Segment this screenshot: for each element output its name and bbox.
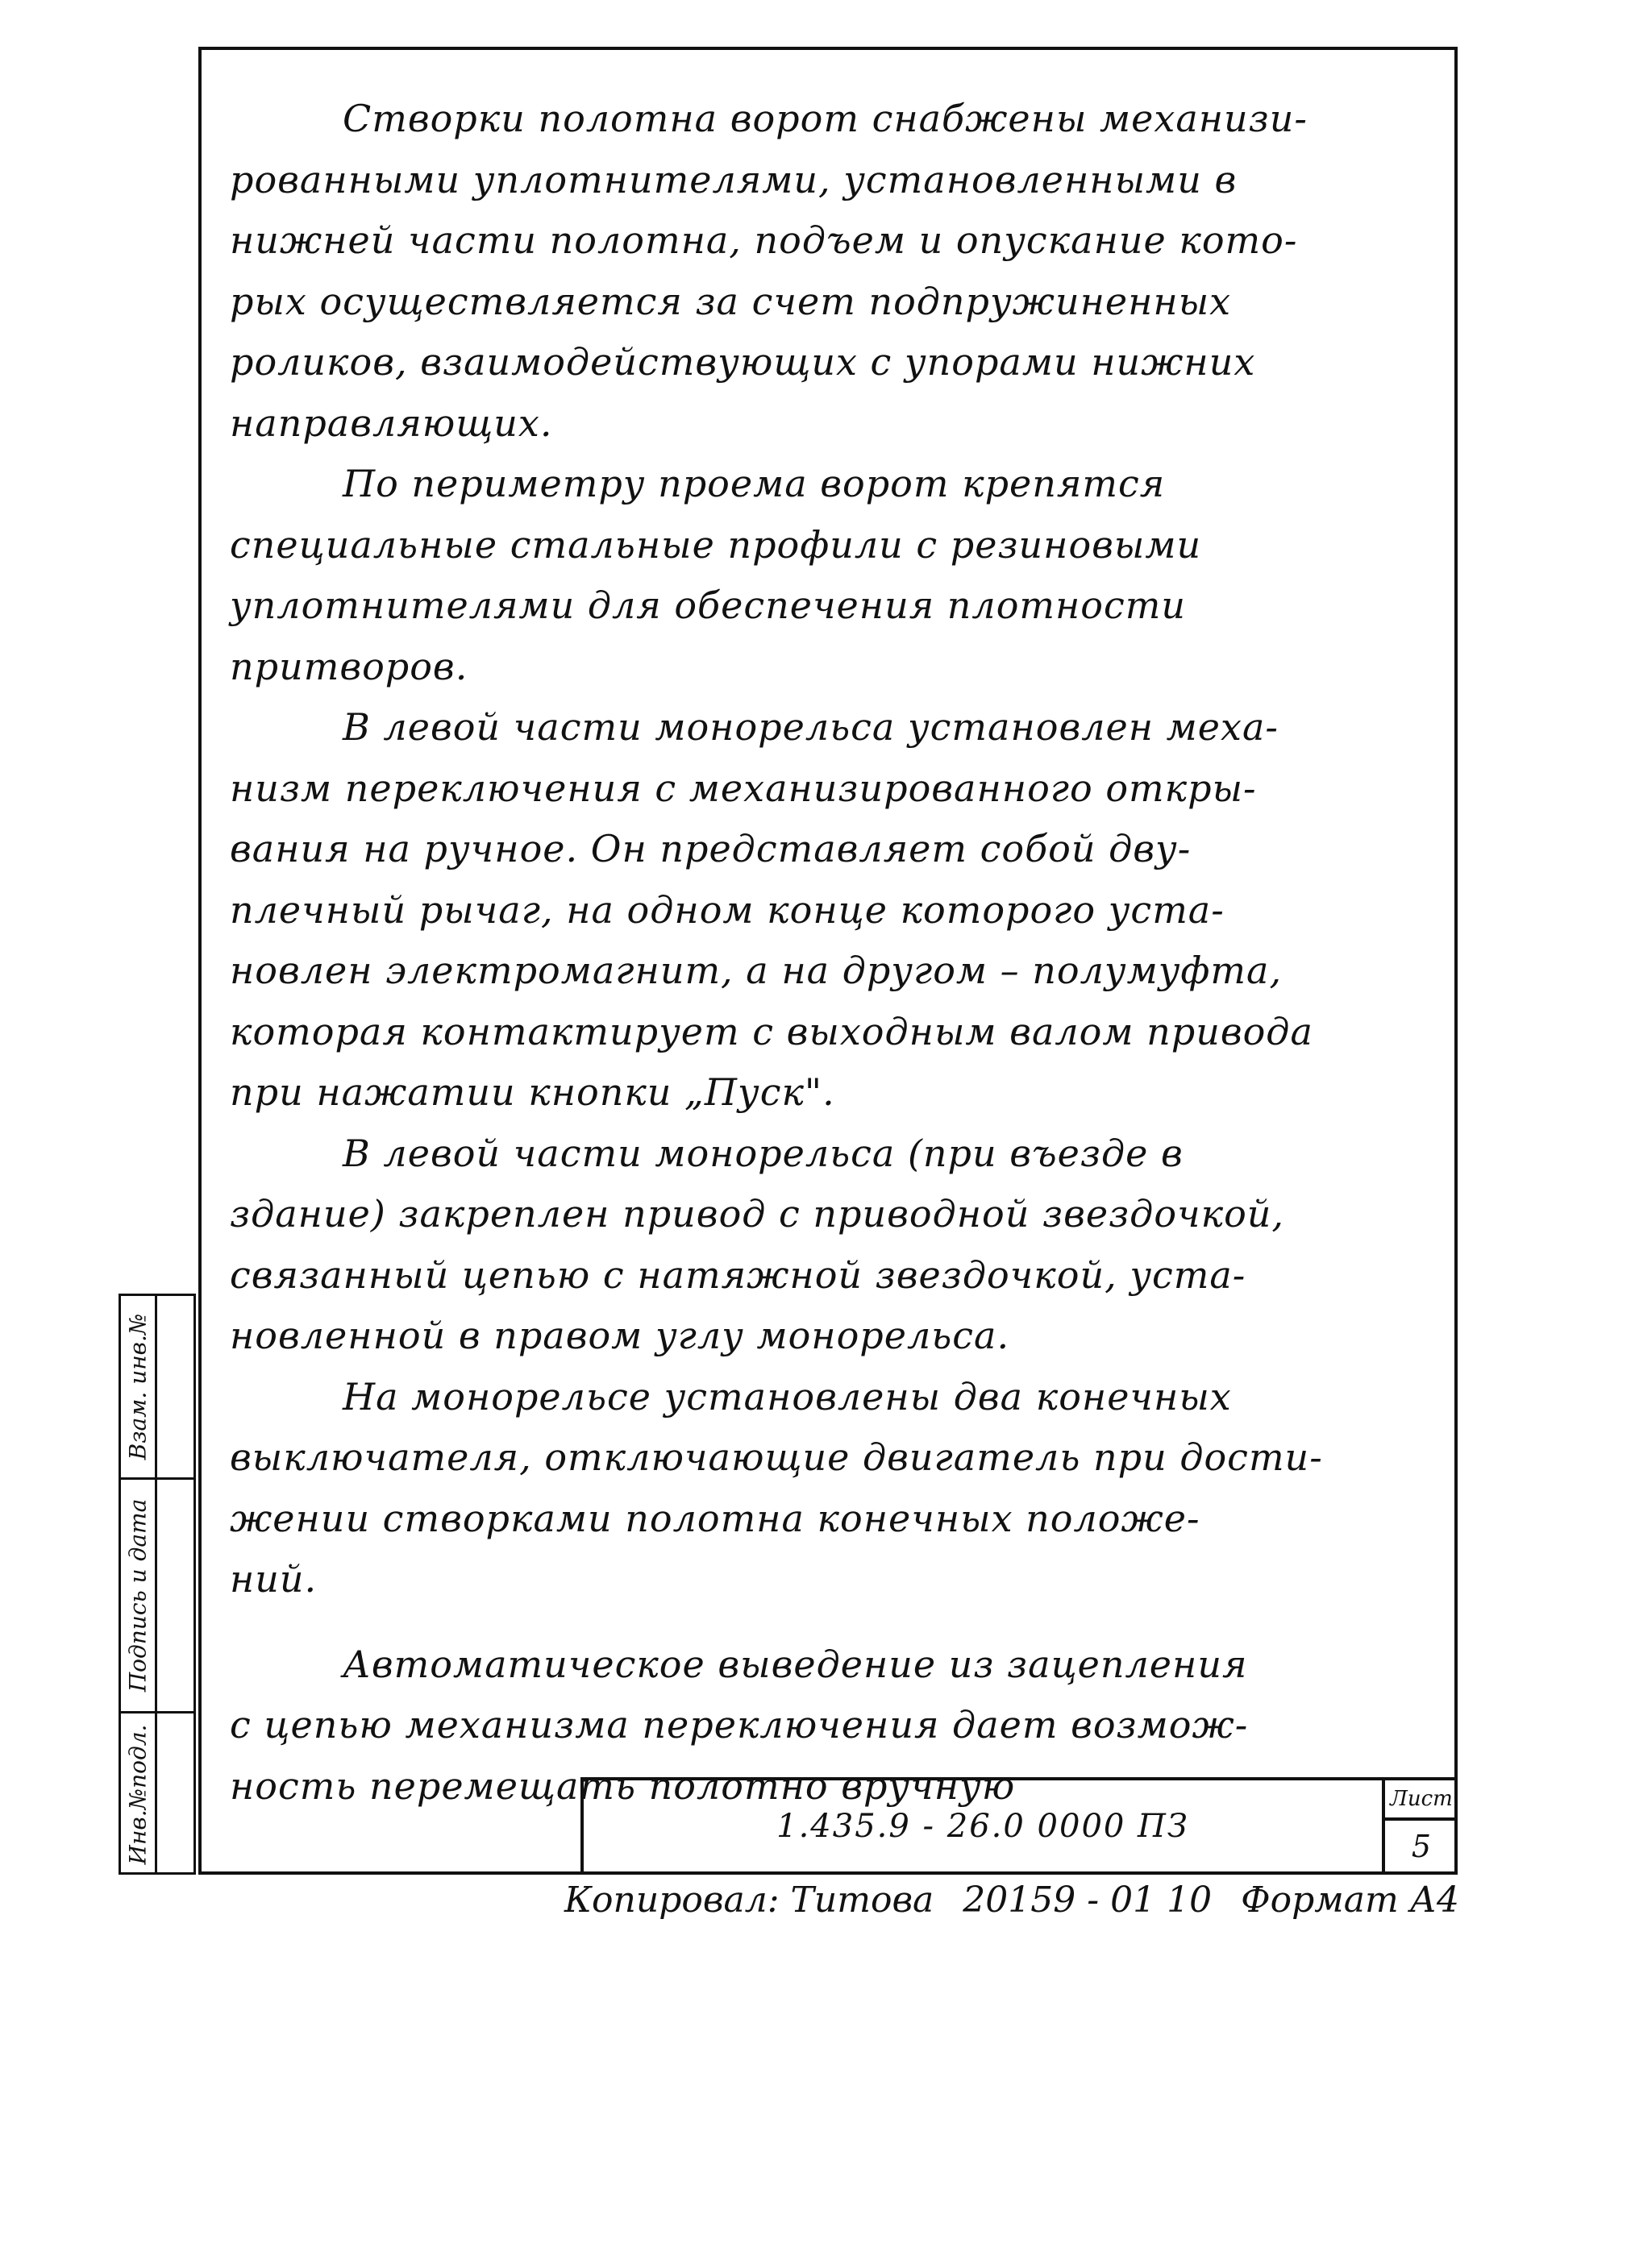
text-line: На монорельсе установлены два конечных xyxy=(343,1374,1232,1419)
stamp-cell-signature-date: Подпись и дата xyxy=(124,1498,152,1693)
text-line: В левой части монорельса установлен меха- xyxy=(343,705,1279,749)
paragraph-1 xyxy=(230,89,1375,454)
text-line: вания на ручное. Он представляет собой дву- xyxy=(230,827,1192,870)
text-line: Створки полотна ворот снабжены механизи- xyxy=(343,97,1308,140)
text-line: направляющих. xyxy=(230,401,553,445)
stamp-column-divider xyxy=(155,1296,157,1872)
text-line: при нажатии кнопки „Пуск". xyxy=(230,1070,835,1114)
text-line: здание) закреплен привод с приводной звездочкой, xyxy=(230,1192,1285,1236)
text-line: По периметру проема ворот крепятся xyxy=(343,462,1166,505)
paper-format: Формат А4 xyxy=(1241,1880,1459,1921)
text-line: роликов, взаимодействующих с упорами нижних xyxy=(230,340,1256,384)
text-line: уплотнителями для обеспечения плотности xyxy=(230,584,1187,627)
text-line: рованными уплотнителями, установленными в xyxy=(230,157,1238,201)
text-line: притворов. xyxy=(230,644,468,688)
stamp-cell-replacement-inv: Взам. инв.№ xyxy=(124,1313,152,1460)
text-line: жении створками полотна конечных положе- xyxy=(230,1496,1200,1540)
text-line: рых осуществляется за счет подпружиненных xyxy=(230,279,1232,323)
document-code: 1.435.9 - 26.0 0000 ПЗ xyxy=(776,1807,1189,1845)
sheet-label: Лист xyxy=(1390,1787,1453,1811)
paragraph-3 xyxy=(230,697,1375,1124)
text-line: низм переключения с механизированного откры- xyxy=(230,766,1257,810)
text-line: выключателя, отключающие двигатель при дости- xyxy=(230,1435,1323,1479)
text-line: нижней части полотна, подъем и опускание кото- xyxy=(230,218,1298,262)
text-line: В левой части монорельса (при въезде в xyxy=(343,1131,1184,1175)
copied-by: Копировал: Титова xyxy=(564,1880,934,1921)
text-line: новленной в правом углу монорельса. xyxy=(230,1314,1010,1357)
text-line: Автоматическое выведение из зацепления xyxy=(343,1642,1248,1686)
text-line: плечный рычаг, на одном конце которого уста- xyxy=(230,887,1225,932)
text-line: новлен электромагнит, а на другом – полумуфта, xyxy=(230,949,1283,992)
text-line: ность перемещать полотно вручную xyxy=(230,1763,1016,1808)
body-text xyxy=(230,89,1375,1817)
page-footer xyxy=(564,1880,1459,1921)
order-number: 20159 - 01 10 xyxy=(963,1880,1213,1921)
paragraph-4 xyxy=(230,1124,1375,1367)
stamp-cell-original-inv: Инв.№подл. xyxy=(124,1724,152,1864)
text-line: которая контактирует с выходным валом привода xyxy=(230,1009,1313,1053)
text-line: с цепью механизма переключения дает возмож- xyxy=(230,1703,1249,1747)
text-line: ний. xyxy=(230,1557,318,1601)
sheet-number: 5 xyxy=(1411,1828,1432,1864)
text-line: связанный цепью с натяжной звездочкой, уста- xyxy=(230,1252,1246,1297)
title-block xyxy=(580,1777,1458,1875)
text-line: специальные стальные профили с резиновыми xyxy=(230,522,1202,567)
margin-stamp xyxy=(119,1294,196,1875)
paragraph-2 xyxy=(230,454,1375,697)
paragraph-5 xyxy=(230,1367,1375,1610)
